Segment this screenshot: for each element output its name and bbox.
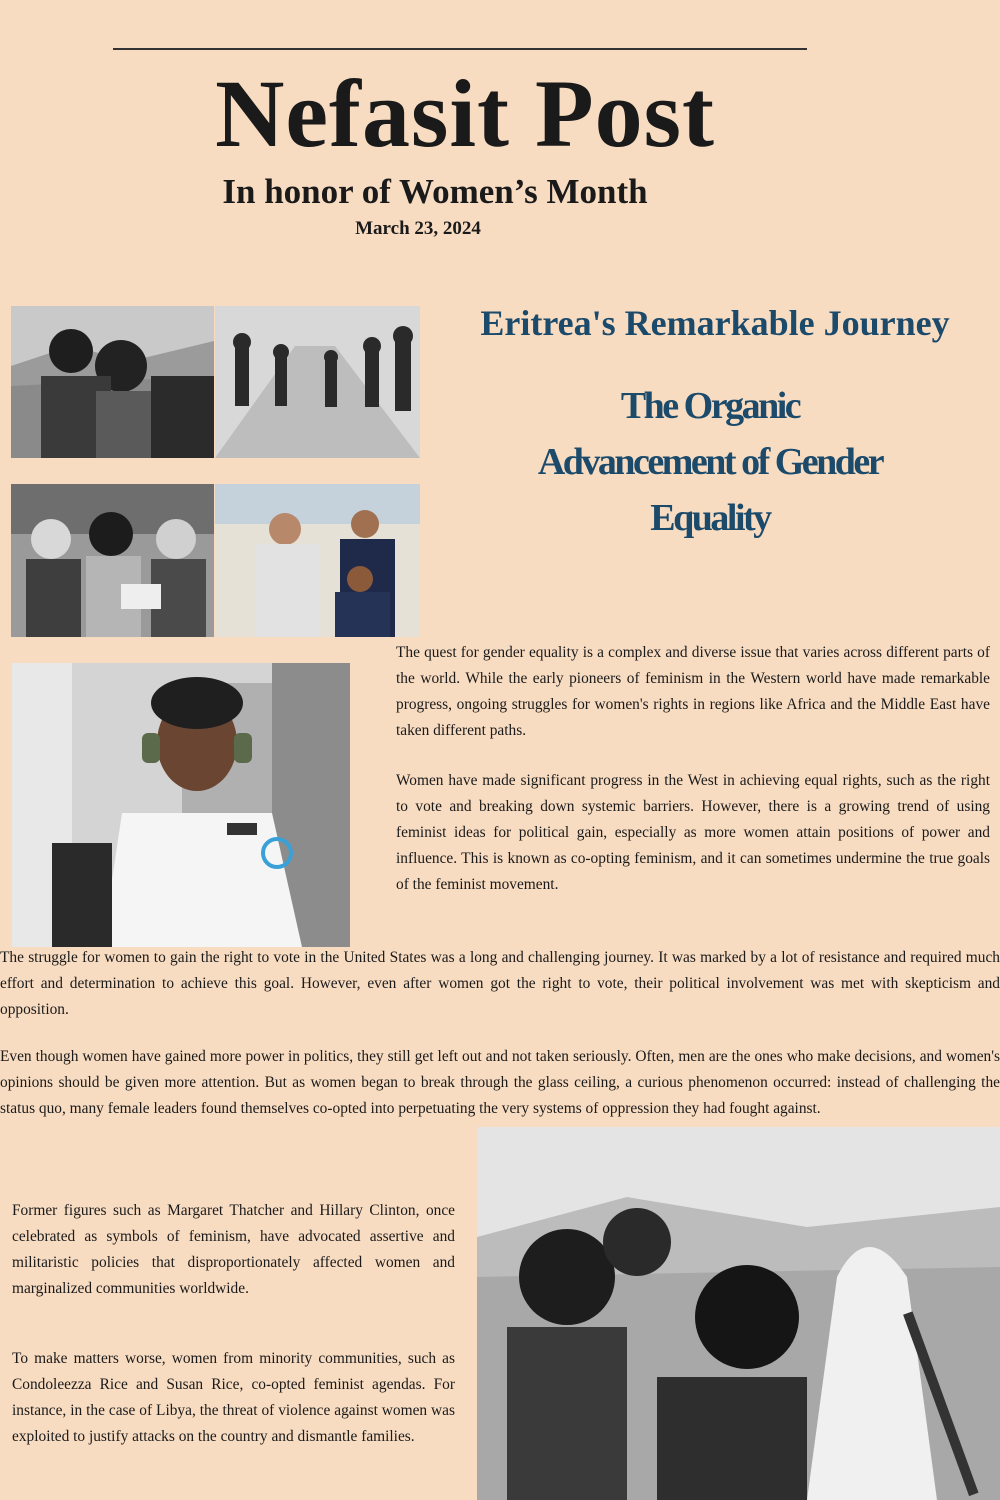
photo-women-fighters-gathering: [477, 1127, 1000, 1500]
article-headline: Eritrea's Remarkable Journey: [480, 303, 950, 343]
masthead-title: Nefasit Post: [215, 60, 715, 167]
article-paragraph: To make matters worse, women from minority communities, such as Condoleezza Rice and Susan Rice, co-opted feminist agendas. For instance, in the case of Libya, the threat of violence against women was exploited to justify attacks on the country and dismantle families.: [12, 1350, 455, 1445]
article-paragraph: Even though women have gained more power in politics, they still get left out and not taken seriously. Often, men are the ones who make decisions, and women's opinions should be given more attention. But as women began to break through the glass ceiling, a curious phenomenon occurred: instead of challenging the status quo, many female leaders found themselves co-opted into perpetuating the very systems of oppression they had fought against.: [0, 1048, 1000, 1117]
article-paragraph: Women have made significant progress in the West in achieving equal rights, such as the right to vote and breaking down systemic barriers. However, there is a growing trend of using feminist ideas for political gain, especially as more women attain positions of power and influence. This is known as co-opting feminism, and it can sometimes undermine the true goals of the feminist movement.: [396, 772, 990, 893]
subhead-line: Advancement of Gender: [537, 441, 883, 483]
article-paragraph: The struggle for women to gain the right to vote in the United States was a long and challenging journey. It was marked by a lot of resistance and required much effort and determination to achieve this goal. However, even after women got the right to vote, their political involvement was met with skepticism and opposition.: [0, 949, 1000, 1018]
article-paragraph: Former figures such as Margaret Thatcher and Hillary Clinton, once celebrated as symbols of feminism, have advocated assertive and militaristic policies that disproportionately affected women and marginalized communities worldwide.: [12, 1202, 455, 1297]
masthead-subtitle: In honor of Women’s Month: [222, 172, 648, 211]
photo-female-pilot: [12, 663, 350, 947]
masthead-rule: [113, 48, 807, 50]
article-subhead: [500, 378, 920, 546]
photo-marching-fighters: [215, 306, 420, 458]
photo-women-reading: [11, 484, 214, 637]
subhead-line: Equality: [650, 497, 770, 539]
photo-officer-ceremony: [215, 484, 420, 637]
subhead-line: The Organic: [620, 385, 800, 427]
photo-fighters-smiling: [11, 306, 214, 458]
issue-date: March 23, 2024: [355, 218, 481, 239]
article-paragraph: The quest for gender equality is a complex and diverse issue that varies across different parts of the world. While the early pioneers of feminism in the Western world have made remarkable progress, ongoing struggles for women's rights in regions like Africa and the Middle East have taken different paths.: [396, 644, 990, 739]
